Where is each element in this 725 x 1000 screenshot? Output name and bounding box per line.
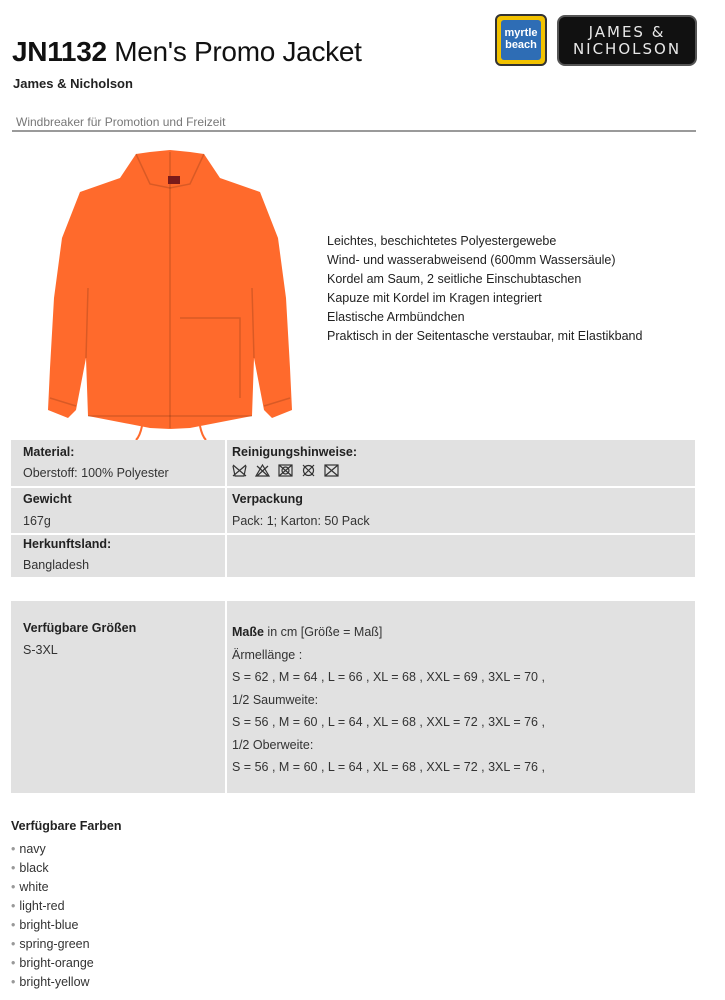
packaging-value: Pack: 1; Karton: 50 Pack <box>232 514 370 528</box>
feature-item: Elastische Armbündchen <box>327 310 465 324</box>
size-table <box>11 601 695 793</box>
material-label: Material: <box>23 445 75 459</box>
product-code: JN1132 <box>12 36 107 67</box>
spec-table <box>11 440 695 577</box>
measurement-row: 1/2 Oberweite: <box>232 737 314 752</box>
available-sizes-value: S-3XL <box>23 643 58 657</box>
color-item: • light-red <box>11 897 94 916</box>
color-item: • navy <box>11 840 94 859</box>
care-icons <box>232 464 339 477</box>
page-title <box>12 36 362 68</box>
myrtle-beach-logo: myrtle beach <box>495 14 547 66</box>
measurement-row: Ärmellänge : <box>232 647 303 662</box>
measurement-row: S = 62 , M = 64 , L = 66 , XL = 68 , XXL = 69 , 3XL = 70 , <box>232 670 545 684</box>
feature-item: Praktisch in der Seitentasche verstaubar, mit Elastikband <box>327 329 643 343</box>
color-list <box>11 840 94 992</box>
color-item: • bright-blue <box>11 916 94 935</box>
product-name: Men's Promo Jacket <box>114 36 362 67</box>
color-item: • black <box>11 859 94 878</box>
header-divider <box>12 130 696 132</box>
weight-value: 167g <box>23 514 51 528</box>
feature-item: Kordel am Saum, 2 seitliche Einschubtaschen <box>327 272 582 286</box>
feature-list <box>327 232 642 346</box>
brand-name: James & Nicholson <box>13 76 133 91</box>
measurements-heading: Maße in cm [Größe = Maß] <box>232 625 383 639</box>
colors-title: Verfügbare Farben <box>11 819 122 833</box>
measurements <box>232 621 545 779</box>
no-bleach-icon <box>255 464 270 477</box>
product-subtitle: Windbreaker für Promotion und Freizeit <box>16 115 226 129</box>
no-iron-icon <box>324 464 339 477</box>
no-dryclean-icon <box>301 464 316 477</box>
measurement-row: S = 56 , M = 60 , L = 64 , XL = 68 , XXL = 72 , 3XL = 76 , <box>232 715 545 729</box>
measurement-row: 1/2 Saumweite: <box>232 692 319 707</box>
color-item: • white <box>11 878 94 897</box>
james-nicholson-logo: JAMES & NICHOLSON <box>557 15 697 66</box>
care-label: Reinigungshinweise: <box>232 445 358 459</box>
color-item: • bright-yellow <box>11 973 94 992</box>
packaging-label: Verpackung <box>232 492 303 506</box>
available-sizes-label: Verfügbare Größen <box>23 621 137 635</box>
color-item: • spring-green <box>11 935 94 954</box>
no-wash-icon <box>232 464 247 477</box>
origin-label: Herkunftsland: <box>23 537 112 551</box>
origin-value: Bangladesh <box>23 558 90 572</box>
jacket-image <box>40 148 300 443</box>
weight-label: Gewicht <box>23 492 72 506</box>
measurement-row: S = 56 , M = 60 , L = 64 , XL = 68 , XXL = 72 , 3XL = 76 , <box>232 760 545 774</box>
feature-item: Wind- und wasserabweisend (600mm Wassersäule) <box>327 253 616 267</box>
feature-item: Leichtes, beschichtetes Polyestergewebe <box>327 234 557 248</box>
no-tumble-dry-icon <box>278 464 293 477</box>
feature-item: Kapuze mit Kordel im Kragen integriert <box>327 291 542 305</box>
material-value: Oberstoff: 100% Polyester <box>23 466 169 480</box>
color-item: • bright-orange <box>11 954 94 973</box>
